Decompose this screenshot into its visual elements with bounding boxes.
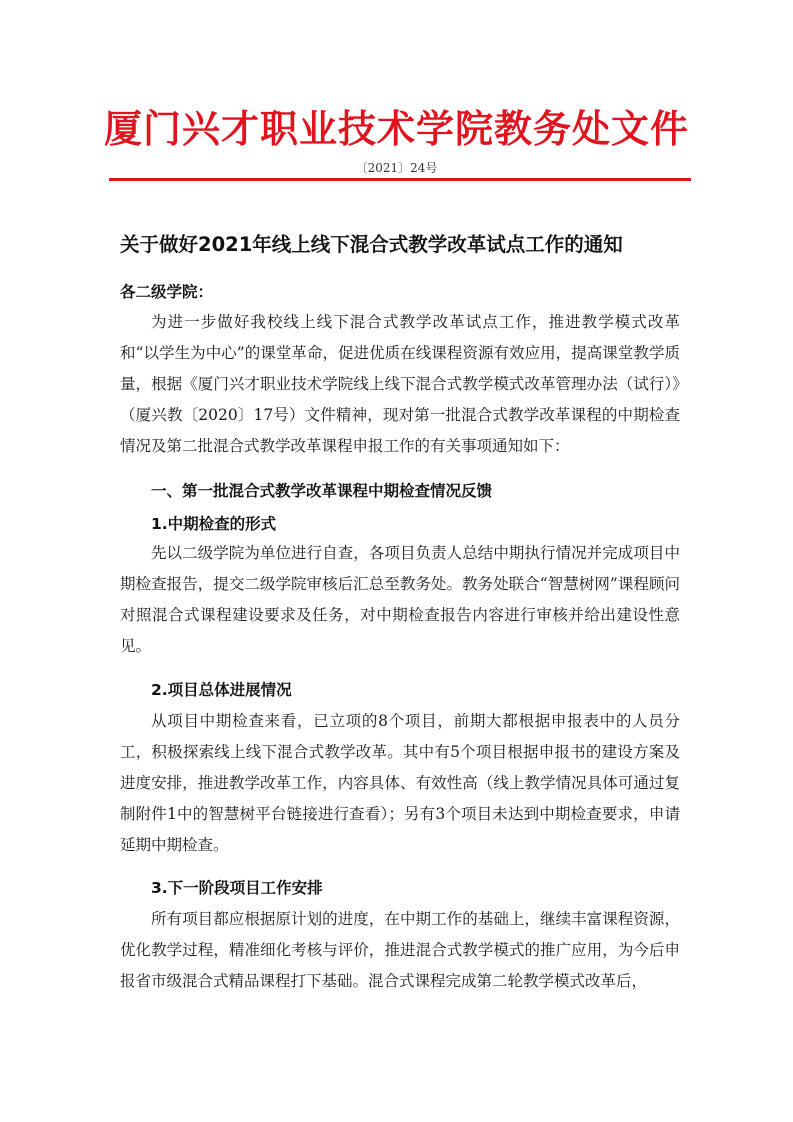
document-header-title: 厦门兴才职业技术学院教务处文件	[103, 106, 689, 151]
section-1-heading: 一、第一批混合式教学改革课程中期检查情况反馈	[151, 482, 493, 500]
document-number: 〔2021〕24号	[355, 161, 438, 175]
intro-paragraph: 为进一步做好我校线上线下混合式教学改革试点工作，推进教学模式改革和“以学生为中心”的课堂革命，促进优质在线课程资源有效应用，提高课堂教学质量，根据《厦门兴才职业技术学院线上线下混合式教学模式改革管理办法（试行）》（厦兴教〔2020〕17号）文件精神，现对第一批混合式教学改革课程的中期检查情况及第二批混合式教学改革课程申报工作的有关事项通知如下：	[120, 313, 680, 455]
subsection-2-heading: 2.项目总体进展情况	[151, 681, 292, 699]
subsection-1-text: 先以二级学院为单位进行自查，各项目负责人总结中期执行情况并完成项目中期检查报告，提交二级学院审核后汇总至教务处。教务处联合“智慧树网”课程顾问对照混合式课程建设要求及任务，对中期检查报告内容进行审核并给出建设性意见。	[120, 544, 680, 655]
subsection-3-text: 所有项目都应根据原计划的进度，在中期工作的基础上，继续丰富课程资源，优化教学过程，精准细化考核与评价，推进混合式教学模式的推广应用，为今后申报省市级混合式精品课程打下基础。混合式课程完成第二轮教学模式改革后，	[120, 910, 680, 990]
subsection-3-heading: 3.下一阶段项目工作安排	[151, 879, 323, 897]
subsection-1-heading: 1.中期检查的形式	[151, 515, 277, 533]
header-divider	[109, 178, 691, 181]
notice-title: 关于做好2021年线上线下混合式教学改革试点工作的通知	[120, 233, 623, 256]
subsection-2-text: 从项目中期检查来看，已立项的8个项目，前期大都根据申报表中的人员分工，积极探索线上线下混合式教学改革。其中有5个项目根据申报书的建设方案及进度安排，推进教学改革工作，内容具体、有效性高（线上教学情况具体可通过复制附件1中的智慧树平台链接进行查看）；另有3个项目未达到中期检查要求，申请延期中期检查。	[120, 712, 680, 854]
addressee: 各二级学院：	[120, 283, 214, 301]
